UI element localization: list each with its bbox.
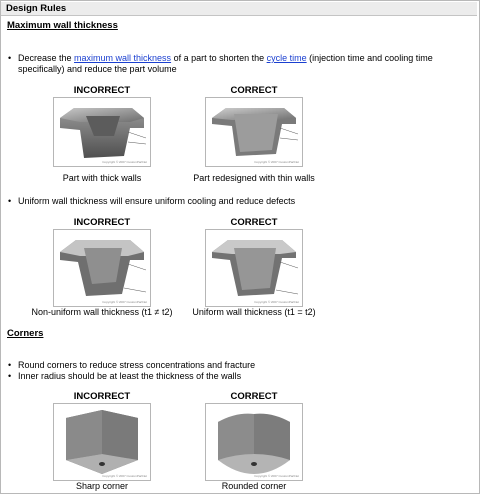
figure-thin-walls (193, 85, 315, 183)
section-title-max-wall: Maximum wall thickness (7, 20, 118, 31)
thick-walls-image (53, 97, 151, 167)
caption-rounded-corner: Rounded corner (221, 481, 287, 491)
caption-thick-walls: Part with thick walls (62, 173, 142, 183)
sharp-corner-image (53, 403, 151, 481)
image-copyright: Copyright © 2007 CustomPartNet (254, 300, 299, 304)
bullet-dot: • (8, 53, 12, 63)
link-cycle-time[interactable]: cycle time (266, 53, 307, 63)
correct-label: CORRECT (230, 391, 278, 402)
caption-nonuniform-wall: Non-uniform wall thickness (t1 ≠ t2) (31, 307, 173, 317)
figure-uniform-wall (192, 217, 316, 317)
figure-sharp-corner (52, 391, 152, 491)
image-copyright: Copyright © 2007 CustomPartNet (102, 300, 147, 304)
caption-sharp-corner: Sharp corner (75, 481, 129, 491)
caption-thin-walls: Part redesigned with thin walls (193, 173, 315, 183)
image-copyright: Copyright © 2007 CustomPartNet (254, 160, 299, 164)
page-title: Design Rules (6, 3, 67, 14)
incorrect-label: INCORRECT (73, 85, 131, 96)
section-title-corners: Corners (7, 328, 44, 339)
bullet-uniform-wall: • Uniform wall thickness will ensure uniform cooling and reduce defects (8, 196, 296, 206)
image-copyright: Copyright © 2007 CustomPartNet (254, 474, 299, 478)
link-maximum-wall-thickness[interactable]: maximum wall thickness (74, 53, 172, 63)
bullet-dot: • (8, 371, 12, 381)
bullet-dot: • (8, 360, 12, 370)
bullet-dot: • (8, 196, 12, 206)
bullet-round-corners: • Round corners to reduce stress concentrations and fracture (8, 360, 256, 370)
page-header (1, 2, 477, 16)
thin-walls-image (205, 97, 303, 167)
incorrect-label: INCORRECT (73, 217, 131, 228)
bullet-text: Decrease the maximum wall thickness of a part to shorten the cycle time (injection time and cooling time specifically) and reduce the part volume (18, 53, 433, 74)
figure-rounded-corner (204, 391, 304, 491)
figure-nonuniform-wall (31, 217, 173, 317)
correct-label: CORRECT (230, 85, 278, 96)
nonuniform-wall-image (53, 229, 151, 307)
rounded-corner-image (205, 403, 303, 481)
uniform-wall-image (205, 229, 303, 307)
bullet-decrease-wall (8, 53, 474, 75)
figure-thick-walls (52, 85, 152, 183)
caption-uniform-wall: Uniform wall thickness (t1 = t2) (192, 307, 316, 317)
incorrect-label: INCORRECT (73, 391, 131, 402)
image-copyright: Copyright © 2007 CustomPartNet (102, 160, 147, 164)
correct-label: CORRECT (230, 217, 278, 228)
image-copyright: Copyright © 2007 CustomPartNet (102, 474, 147, 478)
bullet-inner-radius: • Inner radius should be at least the thickness of the walls (8, 371, 242, 381)
